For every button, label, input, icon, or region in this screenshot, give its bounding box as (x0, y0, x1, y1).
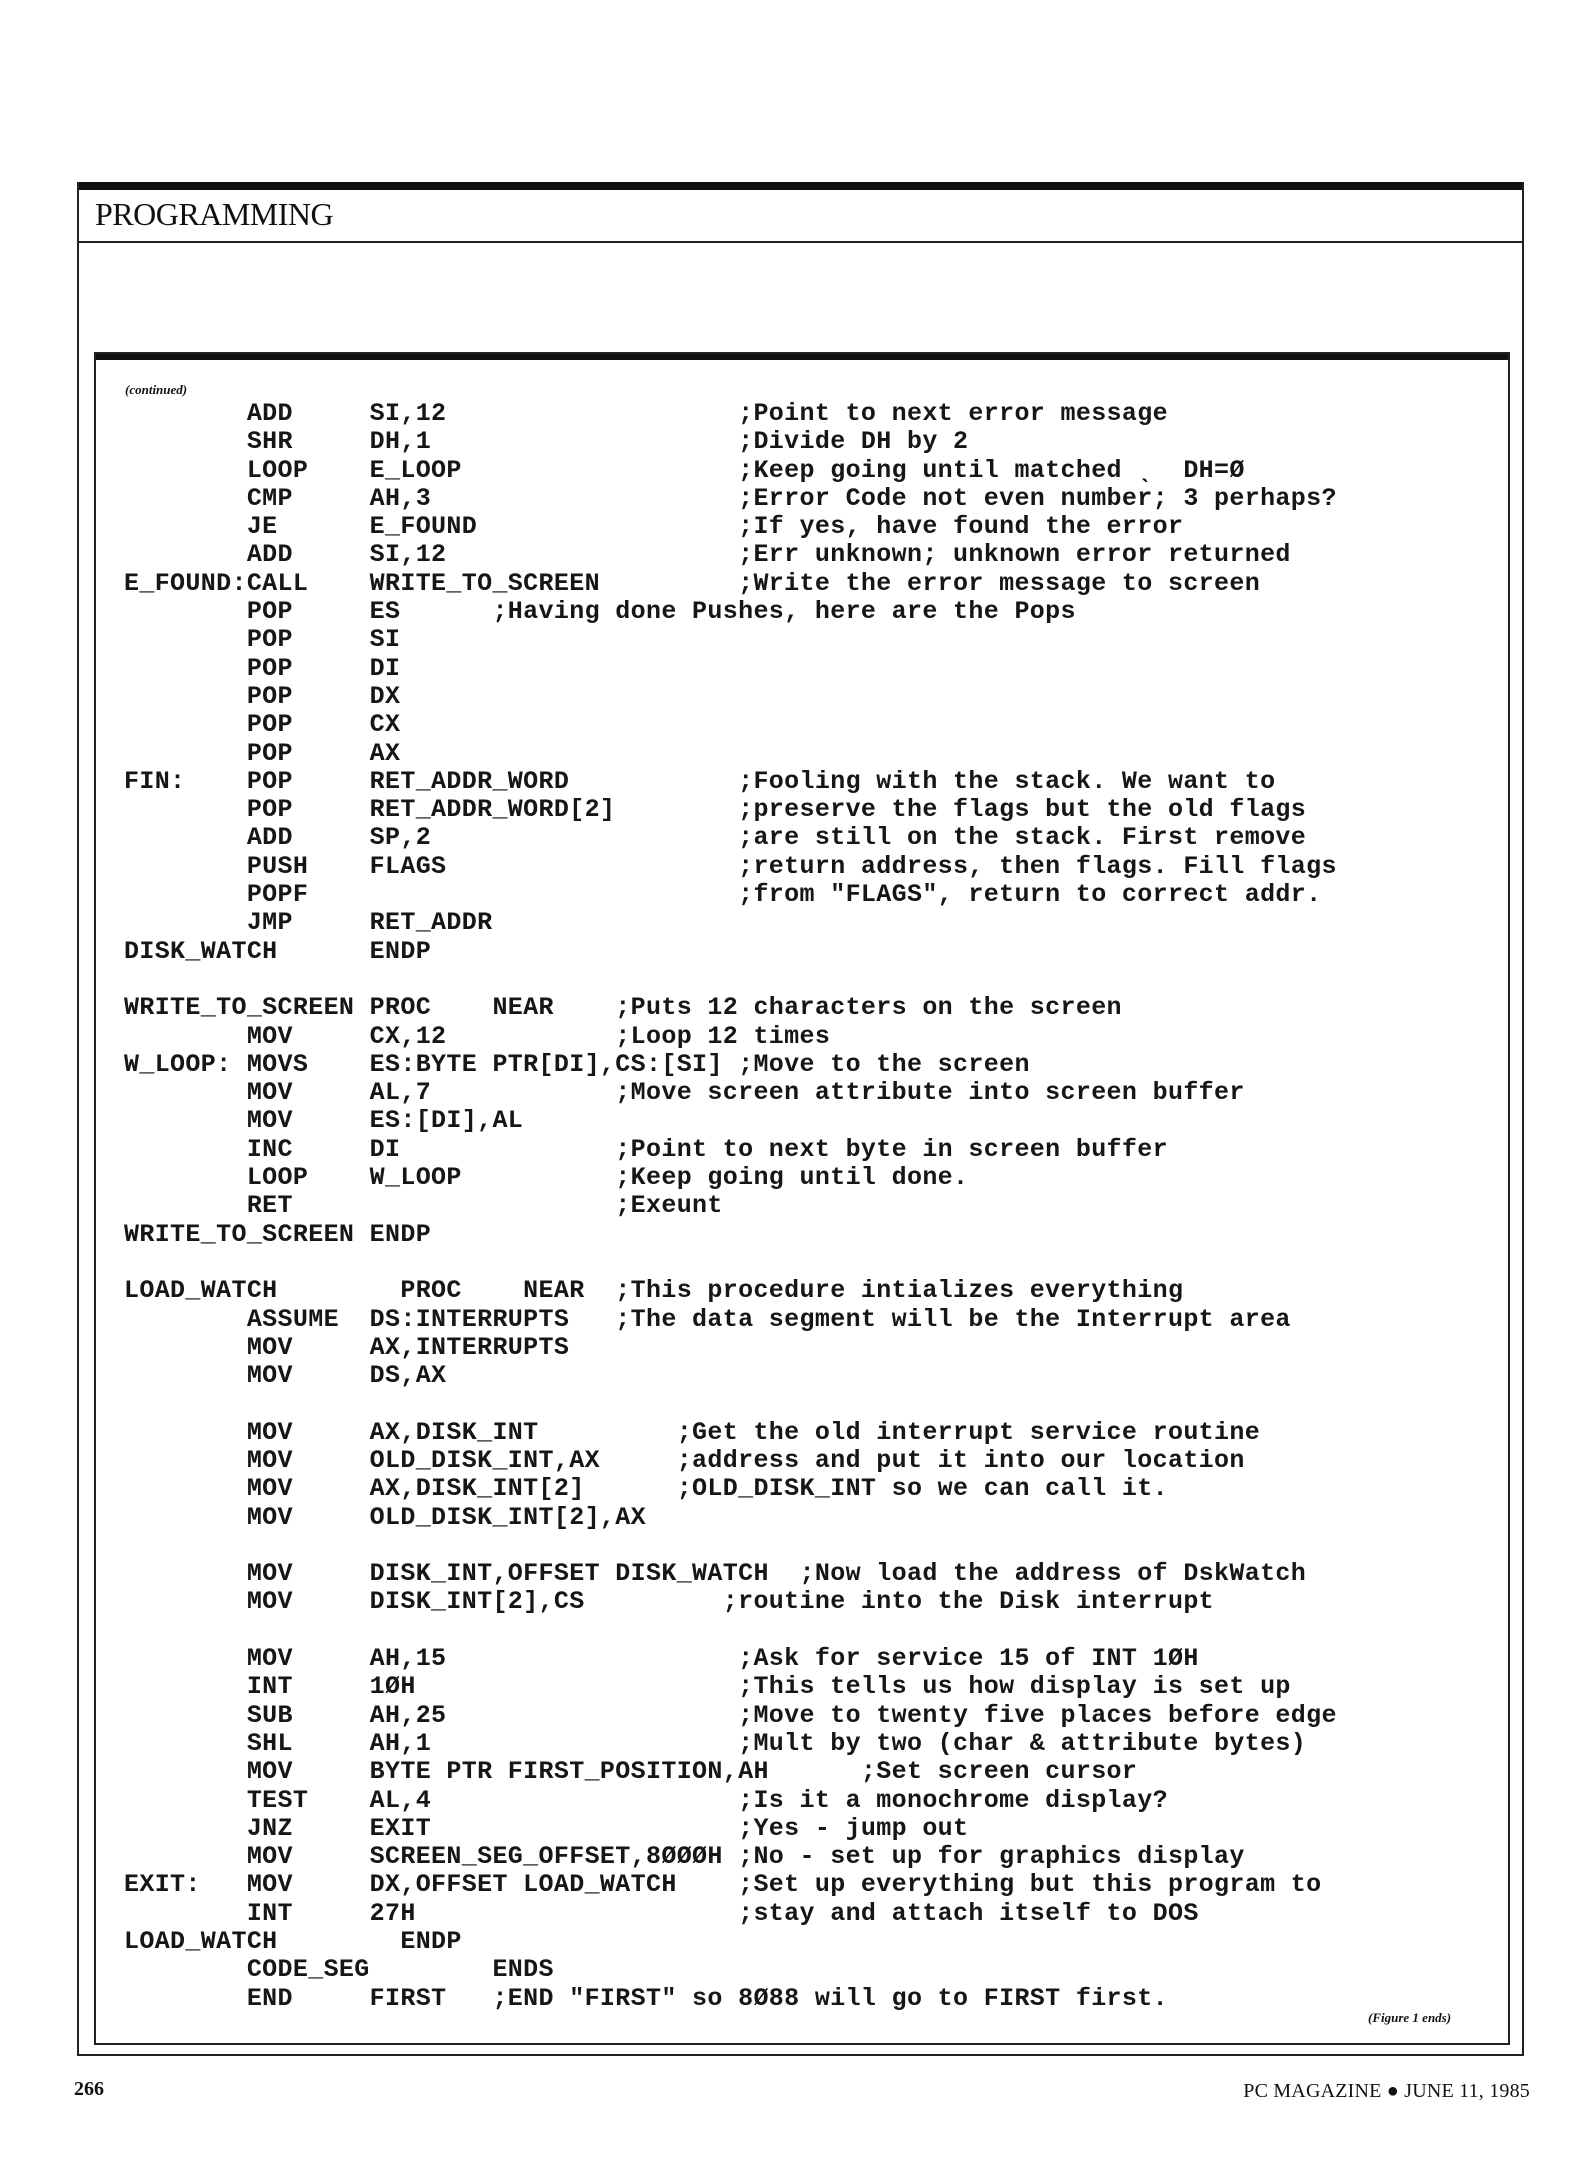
code-line: ASSUME DS:INTERRUPTS ;The data segment will be the Interrupt area (124, 1304, 1291, 1334)
code-line: MOV CX,12 ;Loop 12 times (124, 1021, 831, 1051)
code-line: MOV DS,AX (124, 1361, 447, 1391)
code-line: E_FOUND:CALL WRITE_TO_SCREEN ;Write the error message to screen (124, 568, 1261, 598)
continued-label: (continued) (125, 382, 188, 397)
code-line: SHL AH,1 ;Mult by two (char & attribute bytes) (124, 1728, 1307, 1758)
code-line: MOV DISK_INT,OFFSET DISK_WATCH ;Now load the address of DskWatch (124, 1559, 1307, 1589)
code-line: MOV ES:[DI],AL (124, 1106, 524, 1136)
code-line: PUSH FLAGS ;return address, then flags. Fill flags (124, 851, 1337, 881)
code-listing (124, 400, 1337, 2013)
code-line: INC DI ;Point to next byte in screen buffer (124, 1134, 1168, 1164)
code-line: MOV OLD_DISK_INT,AX ;address and put it into our location (124, 1445, 1245, 1475)
code-line: EXIT: MOV DX,OFFSET LOAD_WATCH ;Set up everything but this program to (124, 1870, 1322, 1900)
code-line: TEST AL,4 ;Is it a monochrome display? (124, 1785, 1168, 1815)
code-line: POP SI (124, 625, 401, 655)
code-line: LOAD_WATCH PROC NEAR ;This procedure intializes everything (124, 1276, 1184, 1306)
code-line: JE E_FOUND ;If yes, have found the error (124, 512, 1184, 542)
code-line (124, 1249, 1337, 1277)
code-line: DISK_WATCH ENDP (124, 936, 432, 966)
code-line: MOV AX,DISK_INT[2] ;OLD_DISK_INT so we can call it. (124, 1474, 1168, 1504)
code-line: CODE_SEG ENDS (124, 1955, 554, 1985)
code-line: FIN: POP RET_ADDR_WORD ;Fooling with the stack. We want to (124, 766, 1276, 796)
code-line: MOV BYTE PTR FIRST_POSITION,AH ;Set screen cursor (124, 1757, 1138, 1787)
code-line (124, 966, 1337, 994)
code-line: SUB AH,25 ;Move to twenty five places before edge (124, 1700, 1337, 1730)
code-line: POP DI (124, 653, 401, 683)
code-line (124, 1617, 1337, 1645)
code-line: POP CX (124, 710, 401, 740)
code-line: POP DX (124, 681, 401, 711)
code-line: MOV AX,DISK_INT ;Get the old interrupt service routine (124, 1417, 1261, 1447)
code-line: INT 1ØH ;This tells us how display is set up (124, 1672, 1291, 1702)
code-line: MOV AL,7 ;Move screen attribute into screen buffer (124, 1078, 1245, 1108)
code-line: MOV OLD_DISK_INT[2],AX (124, 1502, 646, 1532)
code-line: JNZ EXIT ;Yes - jump out (124, 1813, 969, 1843)
code-line: MOV AH,15 ;Ask for service 15 of INT 1ØH (124, 1644, 1199, 1674)
code-line: CMP AH,3 ;Error Code not even number; 3 perhaps? (124, 483, 1337, 513)
code-line: JMP RET_ADDR (124, 908, 493, 938)
figure-end-label: (Figure 1 ends) (1368, 2010, 1452, 2025)
code-line: ADD SI,12 ;Err unknown; unknown error returned (124, 540, 1291, 570)
code-line: END FIRST ;END "FIRST" so 8Ø88 will go to FIRST first. (124, 1983, 1168, 2013)
code-line: WRITE_TO_SCREEN PROC NEAR ;Puts 12 characters on the screen (124, 993, 1122, 1023)
code-line: SHR DH,1 ;Divide DH by 2 (124, 427, 969, 457)
code-line: POP ES ;Having done Pushes, here are the Pops (124, 597, 1076, 627)
code-line (124, 1532, 1337, 1560)
code-line: W_LOOP: MOVS ES:BYTE PTR[DI],CS:[SI] ;Move to the screen (124, 1049, 1030, 1079)
code-line: LOOP E_LOOP ;Keep going until matched ˎ DH=Ø (124, 455, 1245, 485)
code-line: MOV SCREEN_SEG_OFFSET,8ØØØH ;No - set up for graphics display (124, 1842, 1245, 1872)
code-line: MOV DISK_INT[2],CS ;routine into the Disk interrupt (124, 1587, 1215, 1617)
code-line: INT 27H ;stay and attach itself to DOS (124, 1898, 1199, 1928)
code-line: LOAD_WATCH ENDP (124, 1927, 462, 1957)
code-line: ADD SI,12 ;Point to next error message (124, 399, 1168, 428)
code-line: POP RET_ADDR_WORD[2] ;preserve the flags but the old flags (124, 795, 1307, 825)
page-number: 266 (74, 2078, 104, 2100)
code-line: MOV AX,INTERRUPTS (124, 1332, 570, 1362)
section-header: PROGRAMMING (95, 196, 334, 232)
header-rule (77, 241, 1524, 243)
code-line: POPF ;from "FLAGS", return to correct addr. (124, 880, 1322, 910)
code-line: WRITE_TO_SCREEN ENDP (124, 1219, 432, 1249)
code-line: ADD SP,2 ;are still on the stack. First remove (124, 823, 1307, 853)
code-line: RET ;Exeunt (124, 1191, 723, 1221)
magazine-footer: PC MAGAZINE ● JUNE 11, 1985 (1243, 2080, 1530, 2102)
code-line: POP AX (124, 738, 401, 768)
code-line (124, 1390, 1337, 1418)
code-line: LOOP W_LOOP ;Keep going until done. (124, 1163, 969, 1193)
